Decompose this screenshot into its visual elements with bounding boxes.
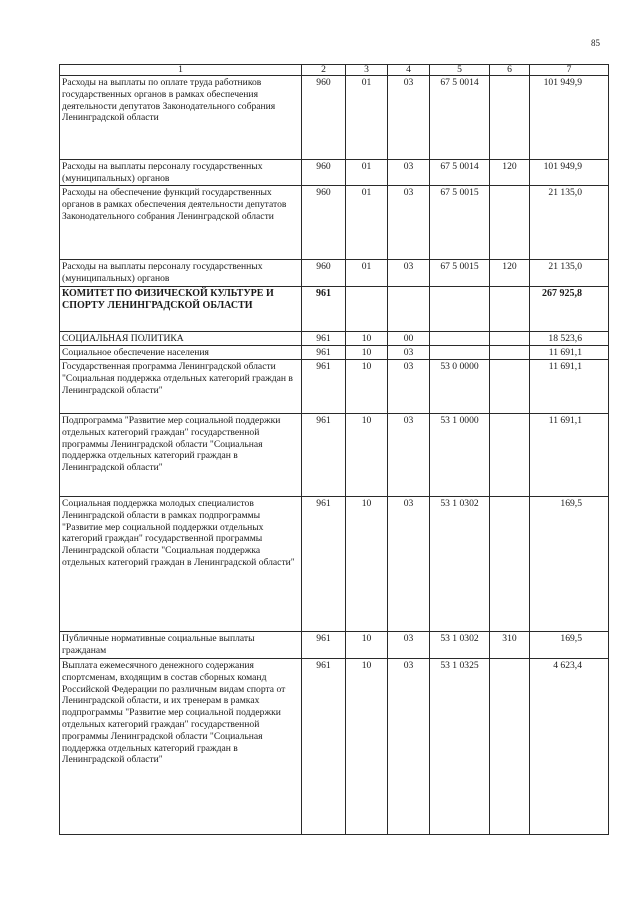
expense-type-code	[490, 76, 530, 160]
target-article-code: 53 1 0302	[430, 497, 490, 632]
ministry-code: 960	[302, 76, 346, 160]
ministry-code: 961	[302, 287, 346, 332]
subsection-code	[388, 287, 430, 332]
row-description: КОМИТЕТ ПО ФИЗИЧЕСКОЙ КУЛЬТУРЕ И СПОРТУ ЛЕНИНГРАДСКОЙ ОБЛАСТИ	[60, 287, 302, 332]
table-row	[60, 659, 609, 835]
expense-type-code	[490, 659, 530, 835]
section-code: 10	[346, 332, 388, 346]
subsection-code: 03	[388, 186, 430, 260]
table-row	[60, 160, 609, 186]
amount: 18 523,6	[530, 332, 609, 346]
amount: 11 691,1	[530, 360, 609, 414]
table-row	[60, 287, 609, 332]
amount: 169,5	[530, 632, 609, 659]
section-code: 01	[346, 160, 388, 186]
target-article-code: 53 1 0302	[430, 632, 490, 659]
subsection-code: 03	[388, 76, 430, 160]
expense-type-code	[490, 287, 530, 332]
row-description: Публичные нормативные социальные выплаты гражданам	[60, 632, 302, 659]
table-row	[60, 497, 609, 632]
ministry-code: 961	[302, 659, 346, 835]
row-description: Социальная поддержка молодых специалистов Ленинградской области в рамках подпрограммы "Развитие мер социальной поддержки отдельных категорий граждан" государственной программы Ленинградской области "Социальная поддержка отдельных категорий граждан в Ленинградской области"	[60, 497, 302, 632]
amount: 267 925,8	[530, 287, 609, 332]
ministry-code: 960	[302, 160, 346, 186]
section-code: 10	[346, 497, 388, 632]
amount: 4 623,4	[530, 659, 609, 835]
expense-type-code: 310	[490, 632, 530, 659]
subsection-code: 03	[388, 360, 430, 414]
subsection-code: 03	[388, 346, 430, 360]
amount: 11 691,1	[530, 346, 609, 360]
section-code: 10	[346, 414, 388, 497]
header-cell: 5	[430, 65, 490, 76]
section-code: 10	[346, 346, 388, 360]
subsection-code: 03	[388, 659, 430, 835]
ministry-code: 961	[302, 497, 346, 632]
table-row	[60, 76, 609, 160]
expense-type-code	[490, 497, 530, 632]
header-cell: 3	[346, 65, 388, 76]
header-cell: 6	[490, 65, 530, 76]
expense-type-code	[490, 414, 530, 497]
header-cell: 1	[60, 65, 302, 76]
ministry-code: 961	[302, 346, 346, 360]
expense-type-code	[490, 332, 530, 346]
section-code: 10	[346, 632, 388, 659]
ministry-code: 961	[302, 632, 346, 659]
row-description: Государственная программа Ленинградской области "Социальная поддержка отдельных категорий граждан в Ленинградской области"	[60, 360, 302, 414]
section-code: 01	[346, 76, 388, 160]
target-article-code	[430, 332, 490, 346]
target-article-code	[430, 287, 490, 332]
section-code	[346, 287, 388, 332]
table-row	[60, 346, 609, 360]
table-row	[60, 186, 609, 260]
row-description: Расходы на выплаты персоналу государственных (муниципальных) органов	[60, 160, 302, 186]
row-description: Расходы на выплаты персоналу государственных (муниципальных) органов	[60, 260, 302, 287]
amount: 21 135,0	[530, 186, 609, 260]
ministry-code: 961	[302, 414, 346, 497]
subsection-code: 00	[388, 332, 430, 346]
amount: 101 949,9	[530, 160, 609, 186]
expense-type-code	[490, 186, 530, 260]
subsection-code: 03	[388, 160, 430, 186]
ministry-code: 960	[302, 186, 346, 260]
subsection-code: 03	[388, 414, 430, 497]
target-article-code: 53 1 0325	[430, 659, 490, 835]
expense-type-code	[490, 346, 530, 360]
target-article-code: 53 0 0000	[430, 360, 490, 414]
expense-type-code: 120	[490, 260, 530, 287]
row-description: Выплата ежемесячного денежного содержания спортсменам, входящим в состав сборных команд Российской Федерации по различным видам спорта от Ленинградской области, и их тренерам в рамках подпрограммы "Развитие мер социальной поддержки отдельных категорий граждан" государственной программы Ленинградской области "Социальная поддержка отдельных категорий граждан в Ленинградской области"	[60, 659, 302, 835]
target-article-code: 67 5 0015	[430, 186, 490, 260]
subsection-code: 03	[388, 260, 430, 287]
row-description: Социальное обеспечение населения	[60, 346, 302, 360]
header-cell: 2	[302, 65, 346, 76]
page-number: 85	[591, 38, 600, 48]
section-code: 01	[346, 186, 388, 260]
table-header-row	[60, 65, 609, 76]
table-row	[60, 414, 609, 497]
ministry-code: 960	[302, 260, 346, 287]
amount: 101 949,9	[530, 76, 609, 160]
target-article-code: 67 5 0015	[430, 260, 490, 287]
amount: 11 691,1	[530, 414, 609, 497]
subsection-code: 03	[388, 497, 430, 632]
table-row	[60, 632, 609, 659]
row-description: Подпрограмма "Развитие мер социальной поддержки отдельных категорий граждан" государственной программы Ленинградской области "Социальная поддержка отдельных категорий граждан в Ленинградской области"	[60, 414, 302, 497]
section-code: 10	[346, 360, 388, 414]
target-article-code: 67 5 0014	[430, 160, 490, 186]
row-description: Расходы на выплаты по оплате труда работников государственных органов в рамках обеспечения деятельности депутатов Законодательного собрания Ленинградской области	[60, 76, 302, 160]
expense-type-code	[490, 360, 530, 414]
section-code: 10	[346, 659, 388, 835]
section-code: 01	[346, 260, 388, 287]
row-description: Расходы на обеспечение функций государственных органов в рамках обеспечения деятельности депутатов Законодательного собрания Ленинградской области	[60, 186, 302, 260]
table-row	[60, 260, 609, 287]
subsection-code: 03	[388, 632, 430, 659]
amount: 21 135,0	[530, 260, 609, 287]
table-row	[60, 360, 609, 414]
header-cell: 4	[388, 65, 430, 76]
row-description: СОЦИАЛЬНАЯ ПОЛИТИКА	[60, 332, 302, 346]
target-article-code	[430, 346, 490, 360]
ministry-code: 961	[302, 332, 346, 346]
target-article-code: 67 5 0014	[430, 76, 490, 160]
ministry-code: 961	[302, 360, 346, 414]
header-cell: 7	[530, 65, 609, 76]
target-article-code: 53 1 0000	[430, 414, 490, 497]
amount: 169,5	[530, 497, 609, 632]
expense-type-code: 120	[490, 160, 530, 186]
table-row	[60, 332, 609, 346]
budget-table	[59, 64, 609, 835]
